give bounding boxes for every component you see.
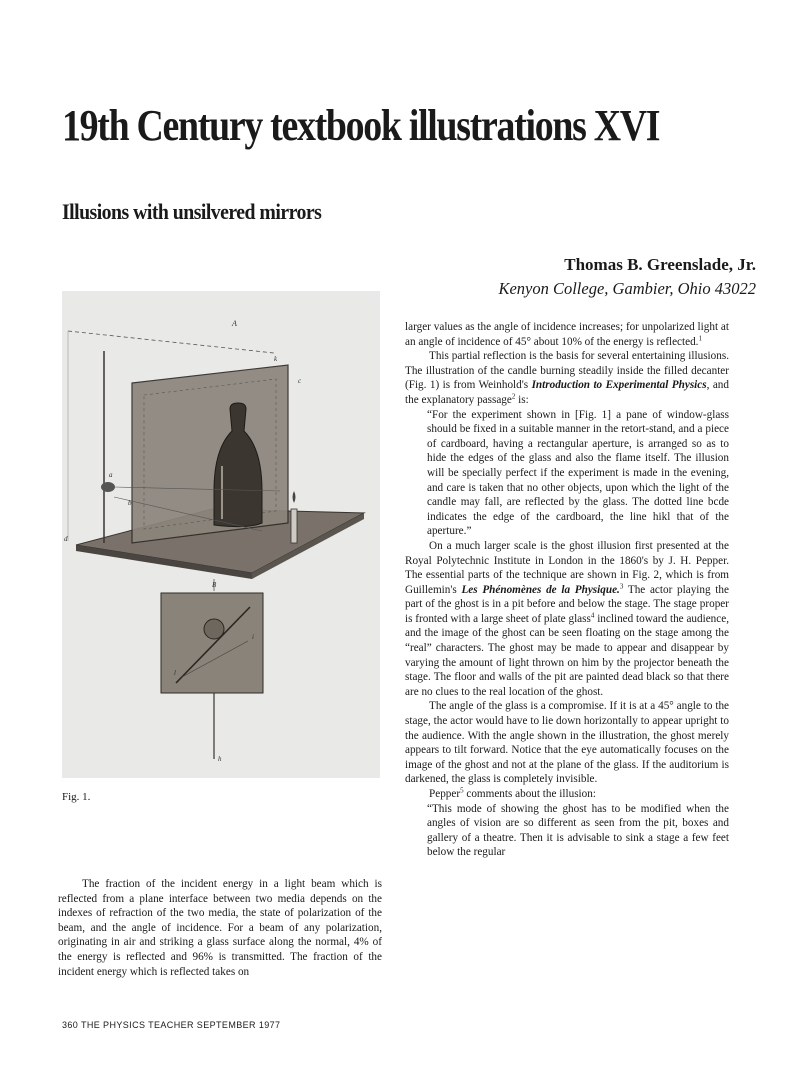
figure-1-drawing — [62, 291, 380, 778]
paragraph: This partial reflection is the basis for several entertaining illusions. The illustration of the candle burning steadily inside the filled decanter (Fig. 1) is from Weinhold's Introduction to Experimental Physics, and the explanatory passage$^2$ is: — [405, 350, 729, 406]
paragraph: The fraction of the incident energy in a light beam which is reflected from a plane interface between two media depends on the indexes of refraction of the two media, the state of polarization of the beam, and the angle of incidence. For a beam of any polarization, originating in air and striking a glass surface along the normal, 4% of the energy is reflected and 96% is transmitted. The fraction of the incident energy which is reflected takes on — [58, 878, 382, 978]
label-a: a — [109, 471, 113, 479]
figure-caption: Fig. 1. — [62, 791, 91, 803]
figure-1-illustration — [62, 291, 380, 778]
label-h: h — [218, 755, 222, 763]
author-affiliation: Kenyon College, Gambier, Ohio 43022 — [498, 279, 756, 298]
paragraph: larger values as the angle of incidence increases; for unpolarized light at an angle of incidence of 45° about 10% of the energy is reflected.$^1$ — [405, 321, 729, 348]
label-k: k — [274, 355, 278, 363]
left-column — [58, 877, 382, 979]
right-column — [405, 320, 729, 860]
article-subtitle: Illusions with unsilvered mirrors — [62, 199, 322, 224]
block-quote: “This mode of showing the ghost has to be modified when the angles of vision are so different as seen from the pit, boxes and gallery of a theatre. Then it is advisable to sink a stage a few feet below the regular — [427, 802, 729, 859]
label-d: d — [64, 535, 68, 543]
label-i: i — [252, 633, 254, 641]
paragraph: Pepper$^5$ comments about the illusion: — [429, 786, 596, 800]
block-quote: “For the experiment shown in [Fig. 1] a pane of window-glass should be fixed in a suitable manner in the retort-stand, and a piece of cardboard, having a rectangular aperture, is arranged so as to hide the edges of the glass and also the flame itself. The illusion will be specially perfect if the experiment is made in the evening, and care is taken that no other objects, upon which the light of the candle may fall, are reflected by the glass. The dotted line bcde indicates the edge of the cardboard, the line hikl that of the aperture.” — [427, 408, 729, 538]
label-c: c — [298, 377, 302, 385]
label-B: B — [212, 581, 217, 589]
paragraph: On a much larger scale is the ghost illusion first presented at the Royal Polytechnic Institute in London in the 1860's by J. H. Pepper. The essential parts of the technique are shown in Fig. 2, which is from Guillemin's Les Phénomènes de la Physique.$^3$ The actor playing the part of the ghost is in a pit before and below the stage. The stage proper is fronted with a large sheet of plate glass$^4$ inclined toward the audience, and the image of the ghost can be seen floating on the stage among the “real” characters. The ghost may be made to appear and disappear by varying the amount of light thrown on him by the projector beneath the stage. The floor and walls of the pit are painted dead black so that there are no clues to the real location of the ghost. — [405, 539, 730, 698]
author-block — [498, 253, 756, 301]
author-name: Thomas B. Greenslade, Jr. — [564, 255, 756, 274]
label-l: l — [174, 669, 176, 677]
label-b: b — [128, 499, 132, 507]
paragraph: The angle of the glass is a compromise. If it is at a 45° angle to the stage, the actor would have to lie down horizontally to appear upright to the audience. With the angle shown in the illustration, the ghost merely appears to tilt forward. Notice that the eye automatically focuses on the image of the ghost and not at the plane of the glass. If the auditorium is darkened, the glass is completely invisible. — [405, 700, 729, 786]
article-title: 19th Century textbook illustrations XVI — [62, 101, 660, 150]
label-A: A — [232, 319, 237, 328]
page-footer: 360 THE PHYSICS TEACHER SEPTEMBER 1977 — [62, 1020, 281, 1030]
